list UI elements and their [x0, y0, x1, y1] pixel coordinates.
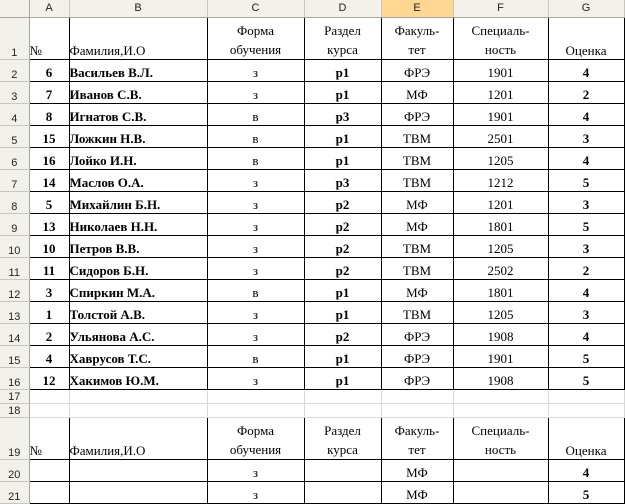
cell-fac[interactable]: МФ [381, 81, 453, 103]
cell-fac[interactable]: ФРЭ [381, 323, 453, 345]
cell-razdel[interactable]: р1 [304, 147, 381, 169]
cell-spec[interactable]: 1201 [453, 191, 548, 213]
cell-num[interactable]: 10 [29, 235, 69, 257]
row-header-20[interactable]: 20 [0, 459, 29, 481]
cell-num[interactable]: 12 [29, 367, 69, 389]
cell-num[interactable]: 1 [29, 301, 69, 323]
cell-spec[interactable]: 1801 [453, 279, 548, 301]
header-num: № [29, 442, 42, 458]
cell-grade[interactable]: 5 [548, 213, 624, 235]
cell-grade[interactable]: 5 [548, 481, 624, 503]
cell-fac[interactable]: ТВМ [381, 147, 453, 169]
cell-grade[interactable]: 3 [548, 301, 624, 323]
cell-razdel[interactable]: р2 [304, 235, 381, 257]
cell-form[interactable]: з [207, 213, 304, 235]
header-spec-line2: ность [484, 41, 517, 57]
cell-form[interactable]: в [207, 279, 304, 301]
cell-form[interactable]: з [207, 59, 304, 81]
header-spec-line1: Специаль- [471, 22, 530, 38]
cell-form[interactable]: в [207, 147, 304, 169]
cell-num[interactable]: 15 [29, 125, 69, 147]
header-fac-line1: Факуль- [394, 22, 440, 38]
cell-num[interactable]: 8 [29, 103, 69, 125]
cell-spec[interactable]: 1908 [453, 323, 548, 345]
table-row [0, 147, 624, 169]
column-header-e[interactable]: E [381, 0, 453, 17]
cell-fac[interactable]: ТВМ [381, 125, 453, 147]
cell-spec[interactable]: 1201 [453, 81, 548, 103]
header-grade: Оценка [565, 42, 607, 58]
column-header-a[interactable]: A [29, 0, 69, 17]
cell-fac[interactable]: ФРЭ [381, 345, 453, 367]
cell-razdel[interactable]: р1 [304, 279, 381, 301]
table-row [0, 213, 624, 235]
cell-spec[interactable]: 2501 [453, 125, 548, 147]
cell-num[interactable]: 3 [29, 279, 69, 301]
cell-razdel[interactable]: р2 [304, 257, 381, 279]
table-row [0, 323, 624, 345]
cell-name[interactable]: Лойко И.Н. [69, 147, 207, 169]
column-header-b[interactable]: B [69, 0, 207, 17]
cell-razdel[interactable]: р2 [304, 191, 381, 213]
cell-name[interactable]: Сидоров Б.Н. [69, 257, 207, 279]
cell-num[interactable]: 14 [29, 169, 69, 191]
cell-grade[interactable]: 5 [548, 169, 624, 191]
cell-fac[interactable]: МФ [381, 191, 453, 213]
row-header-18[interactable]: 18 [0, 403, 29, 417]
cell-grade[interactable]: 3 [548, 235, 624, 257]
cell-form[interactable]: в [207, 125, 304, 147]
cell-grade[interactable]: 4 [548, 147, 624, 169]
header-spec-line1: Специаль- [471, 422, 530, 438]
cell-num[interactable]: 13 [29, 213, 69, 235]
header-form-line1: Форма [237, 422, 274, 438]
cell-name[interactable] [69, 459, 207, 481]
cell-spec[interactable]: 1901 [453, 103, 548, 125]
cell-fac[interactable]: ТВМ [381, 169, 453, 191]
cell-form[interactable]: в [207, 345, 304, 367]
row-header-2[interactable]: 2 [0, 59, 29, 81]
empty-cell[interactable] [29, 403, 69, 417]
header-razdel-line1: Раздел [324, 22, 361, 38]
table-row [0, 301, 624, 323]
header-razdel-line2: курса [327, 441, 358, 457]
header-fac-cell[interactable] [381, 17, 453, 59]
cell-razdel[interactable]: р1 [304, 59, 381, 81]
cell-name[interactable]: Ульянова А.С. [69, 323, 207, 345]
header-form-line2: обучения [229, 41, 282, 57]
table-row [0, 257, 624, 279]
row-header-15[interactable]: 15 [0, 345, 29, 367]
cell-name[interactable]: Ложкин Н.В. [69, 125, 207, 147]
header-razdel-cell[interactable] [304, 17, 381, 59]
table-row [0, 345, 624, 367]
header-num-cell[interactable] [29, 17, 69, 59]
cell-fac[interactable]: ТВМ [381, 235, 453, 257]
header-form-line1: Форма [237, 22, 274, 38]
cell-grade[interactable]: 4 [548, 103, 624, 125]
cell-name[interactable]: Михайлин Б.Н. [69, 191, 207, 213]
header-grade-cell[interactable] [548, 417, 624, 459]
blank-row [0, 403, 624, 417]
cell-grade[interactable]: 4 [548, 459, 624, 481]
cell-num[interactable]: 2 [29, 323, 69, 345]
cell-fac[interactable]: ТВМ [381, 257, 453, 279]
cell-razdel[interactable]: р1 [304, 301, 381, 323]
cell-spec[interactable]: 1901 [453, 59, 548, 81]
cell-spec[interactable]: 1205 [453, 301, 548, 323]
table-row [0, 235, 624, 257]
header-razdel-line2: курса [327, 41, 358, 57]
empty-cell[interactable] [548, 389, 624, 403]
empty-cell[interactable] [304, 403, 381, 417]
header-name-cell[interactable] [69, 417, 207, 459]
header-razdel-line1: Раздел [324, 422, 361, 438]
cell-form[interactable]: в [207, 103, 304, 125]
row-header-7[interactable]: 7 [0, 169, 29, 191]
empty-cell[interactable] [548, 403, 624, 417]
select-all-corner[interactable] [0, 0, 29, 17]
cell-form[interactable]: з [207, 169, 304, 191]
cell-fac[interactable]: МФ [381, 279, 453, 301]
cell-fac[interactable]: ФРЭ [381, 103, 453, 125]
cell-num[interactable]: 16 [29, 147, 69, 169]
header-num-cell[interactable] [29, 417, 69, 459]
column-header-f[interactable]: F [453, 0, 548, 17]
cell-razdel[interactable]: р1 [304, 125, 381, 147]
cell-grade[interactable]: 4 [548, 323, 624, 345]
cell-razdel[interactable] [304, 459, 381, 481]
row-header-6[interactable]: 6 [0, 147, 29, 169]
row-header-3[interactable]: 3 [0, 81, 29, 103]
table-row [0, 125, 624, 147]
cell-grade[interactable]: 2 [548, 257, 624, 279]
cell-name[interactable]: Спиркин М.А. [69, 279, 207, 301]
header-fac-line1: Факуль- [394, 422, 440, 438]
row-header-4[interactable]: 4 [0, 103, 29, 125]
empty-cell[interactable] [69, 403, 207, 417]
table-row [0, 169, 624, 191]
cell-grade[interactable]: 5 [548, 345, 624, 367]
table-row [0, 191, 624, 213]
cell-spec[interactable]: 1205 [453, 235, 548, 257]
empty-cell[interactable] [207, 403, 304, 417]
cell-grade[interactable]: 4 [548, 279, 624, 301]
header-spec-cell[interactable] [453, 17, 548, 59]
cell-num[interactable]: 5 [29, 191, 69, 213]
table-row [0, 459, 624, 481]
row-header-9[interactable]: 9 [0, 213, 29, 235]
cell-spec[interactable] [453, 481, 548, 503]
cell-razdel[interactable] [304, 481, 381, 503]
cell-num[interactable]: 11 [29, 257, 69, 279]
cell-form[interactable]: з [207, 459, 304, 481]
cell-name[interactable]: Николаев Н.Н. [69, 213, 207, 235]
cell-spec[interactable] [453, 459, 548, 481]
header-name-cell[interactable] [69, 17, 207, 59]
cell-fac[interactable]: МФ [381, 213, 453, 235]
header-grade-cell[interactable] [548, 17, 624, 59]
cell-razdel[interactable]: р1 [304, 81, 381, 103]
cell-spec[interactable]: 2502 [453, 257, 548, 279]
cell-name[interactable]: Петров В.В. [69, 235, 207, 257]
row-header-12[interactable]: 12 [0, 279, 29, 301]
header-spec-line2: ность [484, 441, 517, 457]
cell-name[interactable]: Толстой А.В. [69, 301, 207, 323]
cell-spec[interactable]: 1908 [453, 367, 548, 389]
cell-spec[interactable]: 1205 [453, 147, 548, 169]
header-name: Фамилия,И.О [69, 442, 146, 458]
header-fac-cell[interactable] [381, 417, 453, 459]
cell-name[interactable]: Иванов С.В. [69, 81, 207, 103]
cell-fac[interactable]: ТВМ [381, 301, 453, 323]
cell-name[interactable]: Хаврусов Т.С. [69, 345, 207, 367]
cell-num[interactable]: 6 [29, 59, 69, 81]
table-row [0, 279, 624, 301]
cell-grade[interactable]: 3 [548, 191, 624, 213]
cell-num[interactable]: 7 [29, 81, 69, 103]
empty-cell[interactable] [69, 389, 207, 403]
cell-form[interactable]: з [207, 235, 304, 257]
cell-grade[interactable]: 2 [548, 81, 624, 103]
table-row [0, 59, 624, 81]
cell-grade[interactable]: 5 [548, 367, 624, 389]
cell-num[interactable] [29, 481, 69, 503]
empty-cell[interactable] [381, 389, 453, 403]
row-header-10[interactable]: 10 [0, 235, 29, 257]
row-header-1[interactable]: 1 [0, 17, 29, 59]
cell-razdel[interactable]: р1 [304, 345, 381, 367]
cell-fac[interactable]: ФРЭ [381, 59, 453, 81]
cell-razdel[interactable]: р1 [304, 367, 381, 389]
row-header-16[interactable]: 16 [0, 367, 29, 389]
column-header-c[interactable]: C [207, 0, 304, 17]
cell-form[interactable]: з [207, 481, 304, 503]
table-row [0, 367, 624, 389]
header-fac-line2: тет [408, 41, 426, 57]
header-spec-cell[interactable] [453, 417, 548, 459]
column-header-d[interactable]: D [304, 0, 381, 17]
cell-fac[interactable]: ФРЭ [381, 367, 453, 389]
cell-spec[interactable]: 1801 [453, 213, 548, 235]
row-header-19[interactable]: 19 [0, 417, 29, 459]
cell-razdel[interactable]: р2 [304, 213, 381, 235]
cell-razdel[interactable]: р2 [304, 323, 381, 345]
empty-cell[interactable] [207, 389, 304, 403]
cell-num[interactable]: 4 [29, 345, 69, 367]
row-header-14[interactable]: 14 [0, 323, 29, 345]
header-num: № [29, 42, 42, 58]
row-header-5[interactable]: 5 [0, 125, 29, 147]
empty-cell[interactable] [29, 389, 69, 403]
cell-razdel[interactable]: р3 [304, 169, 381, 191]
criteria-header-row [0, 417, 624, 459]
header-fac-line2: тет [408, 441, 426, 457]
header-razdel-cell[interactable] [304, 417, 381, 459]
row-header-21[interactable]: 21 [0, 481, 29, 503]
header-form-cell[interactable] [207, 417, 304, 459]
cell-form[interactable]: з [207, 191, 304, 213]
cell-name[interactable]: Васильев В.Л. [69, 59, 207, 81]
cell-name[interactable]: Маслов О.А. [69, 169, 207, 191]
cell-form[interactable]: з [207, 301, 304, 323]
empty-cell[interactable] [304, 389, 381, 403]
table-row [0, 103, 624, 125]
table-row [0, 481, 624, 503]
cell-fac[interactable]: МФ [381, 459, 453, 481]
table-row [0, 81, 624, 103]
header-form-cell[interactable] [207, 17, 304, 59]
cell-razdel[interactable]: р3 [304, 103, 381, 125]
cell-grade[interactable]: 4 [548, 59, 624, 81]
cell-form[interactable]: з [207, 257, 304, 279]
cell-fac[interactable]: МФ [381, 481, 453, 503]
empty-cell[interactable] [453, 403, 548, 417]
empty-cell[interactable] [453, 389, 548, 403]
row-header-17[interactable]: 17 [0, 389, 29, 403]
cell-spec[interactable]: 1212 [453, 169, 548, 191]
cell-spec[interactable]: 1901 [453, 345, 548, 367]
header-grade: Оценка [565, 442, 607, 458]
cell-form[interactable]: з [207, 323, 304, 345]
cell-name[interactable]: Игнатов С.В. [69, 103, 207, 125]
row-header-8[interactable]: 8 [0, 191, 29, 213]
column-header-g[interactable]: G [548, 0, 624, 17]
cell-name[interactable]: Хакимов Ю.М. [69, 367, 207, 389]
cell-form[interactable]: з [207, 367, 304, 389]
empty-cell[interactable] [381, 403, 453, 417]
cell-num[interactable] [29, 459, 69, 481]
blank-row [0, 389, 624, 403]
header-name: Фамилия,И.О [69, 42, 146, 58]
row-header-13[interactable]: 13 [0, 301, 29, 323]
cell-name[interactable] [69, 481, 207, 503]
cell-grade[interactable]: 3 [548, 125, 624, 147]
cell-form[interactable]: з [207, 81, 304, 103]
row-header-11[interactable]: 11 [0, 257, 29, 279]
header-form-line2: обучения [229, 441, 282, 457]
